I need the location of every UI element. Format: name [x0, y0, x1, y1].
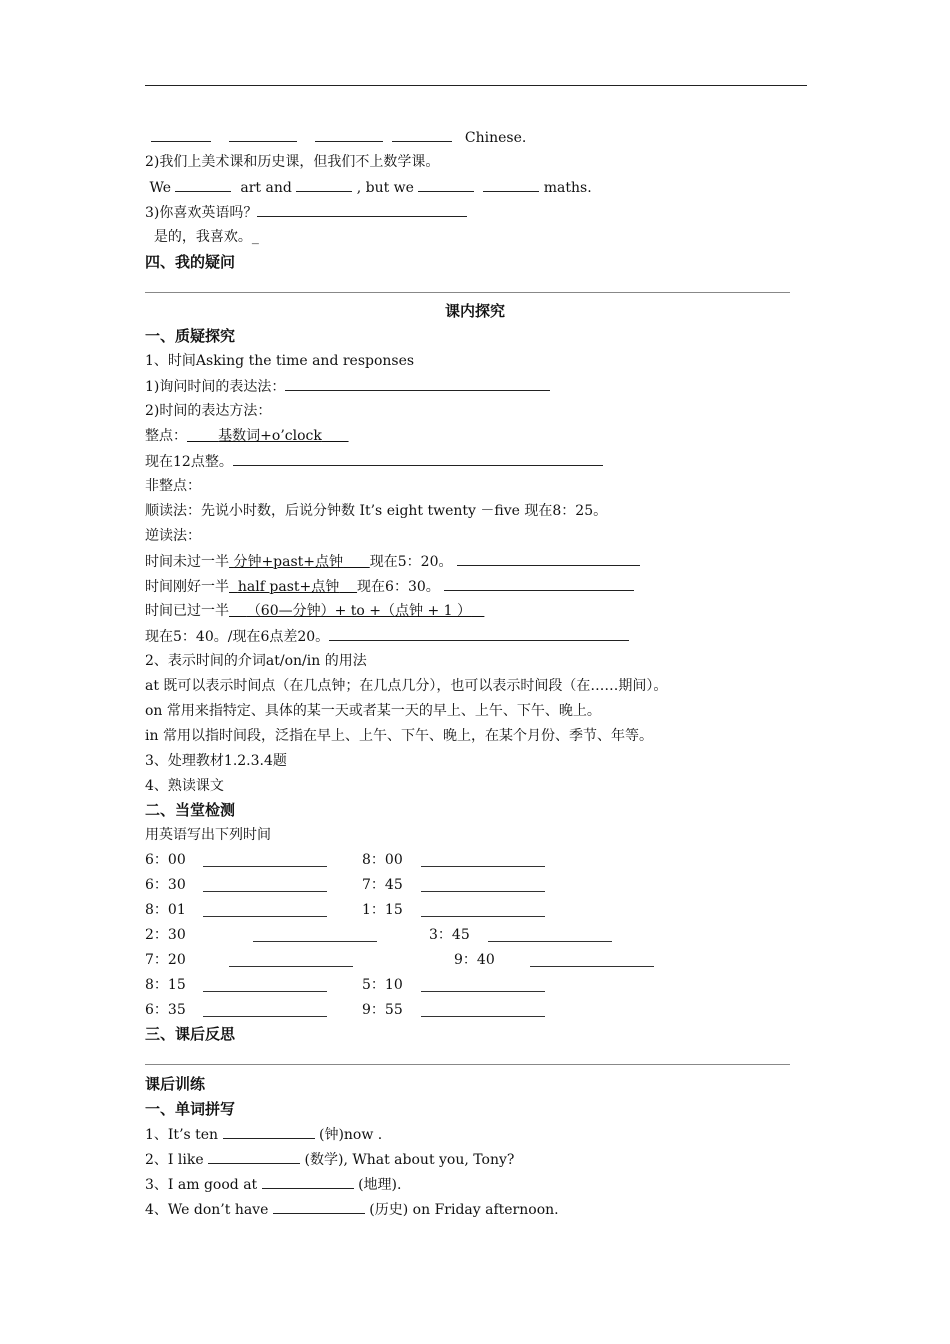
inclass-l9: 时间未过一半 分钟+past+点钟 现在5：20。 — [145, 551, 640, 572]
time-label: 7：45 — [362, 877, 403, 893]
inclass-l2: 1)询问时间的表达法： — [145, 376, 550, 397]
time-label: 8：15 — [145, 977, 186, 993]
inclass-l4: 整点： 基数词+o’clock — [145, 428, 322, 444]
time-label: 2：30 — [145, 927, 186, 943]
inclass-l11: 时间已过一半 （60—分钟）+ to +（点钟 + 1 ） — [145, 603, 472, 619]
time-label: 1：15 — [362, 902, 403, 918]
inclass-l6: 非整点： — [145, 478, 201, 494]
time-label: 8：01 — [145, 902, 186, 918]
q3-answer: 是的，我喜欢。_ — [153, 229, 259, 245]
inclass-l12: 现在5：40。/现在6点差20。 — [145, 626, 629, 647]
inclass-l7: 顺读法：先说小时数，后说分钟数 It’s eight twenty －five 现在8：25。 — [145, 503, 608, 519]
time-label: 6：30 — [145, 877, 186, 893]
q3-cn: 3)你喜欢英语吗？ — [145, 202, 467, 223]
time-label: 8：00 — [362, 852, 403, 868]
after-q3: 3、I am good at (地理). — [145, 1174, 401, 1195]
time-label: 9：40 — [454, 952, 495, 968]
time-label: 6：35 — [145, 1002, 186, 1018]
after-q2: 2、I like (数学), What about you, Tony? — [145, 1149, 514, 1170]
answer-blank[interactable] — [421, 991, 545, 992]
s2-title: 二、当堂检测 — [145, 801, 236, 819]
time-label: 9：55 — [362, 1002, 403, 1018]
s1-title: 一、质疑探究 — [145, 327, 236, 345]
inclass-l16: in 常用以指时间段，泛指在早上、上午、下午、晚上，在某个月份、季节、年等。 — [145, 728, 653, 744]
q2-cn: 2)我们上美术课和历史课，但我们不上数学课。 — [145, 154, 440, 170]
inclass-l18: 4、熟读课文 — [145, 778, 224, 794]
inclass-l5: 现在12点整。 — [145, 451, 603, 472]
answer-blank[interactable] — [203, 991, 327, 992]
answer-blank[interactable] — [203, 891, 327, 892]
answer-blank[interactable] — [421, 866, 545, 867]
inclass-l8: 逆读法： — [145, 528, 201, 544]
after-q1: 1、It’s ten (钟)now . — [145, 1124, 382, 1145]
answer-blank[interactable] — [203, 1016, 327, 1017]
s3-title: 三、课后反思 — [145, 1025, 236, 1043]
answer-blank[interactable] — [253, 941, 377, 942]
inclass-l15: on 常用来指特定、具体的某一天或者某一天的早上、上午、下午、晚上。 — [145, 703, 601, 719]
time-label: 6：00 — [145, 852, 186, 868]
inclass-l13: 2、表示时间的介词at/on/in 的用法 — [145, 653, 367, 669]
inclass-l1: 1、时间Asking the time and responses — [145, 353, 415, 369]
answer-blank[interactable] — [421, 1016, 545, 1017]
answer-blank[interactable] — [530, 966, 654, 967]
header-rule — [145, 85, 807, 86]
answer-blank[interactable] — [421, 891, 545, 892]
after-title: 课后训练 — [145, 1075, 206, 1093]
inclass-title: 课内探究 — [444, 302, 505, 320]
after-q4: 4、We don’t have (历史) on Friday afternoon. — [145, 1199, 559, 1220]
after-s1-title: 一、单词拼写 — [145, 1100, 236, 1118]
time-label: 7：20 — [145, 952, 186, 968]
answer-blank[interactable] — [203, 916, 327, 917]
s2-prompt: 用英语写出下列时间 — [145, 827, 271, 843]
inclass-l14: at 既可以表示时间点（在几点钟；在几点几分），也可以表示时间段（在……期间）。 — [145, 678, 668, 694]
answer-blank[interactable] — [229, 966, 353, 967]
inclass-l17: 3、处理教材1.2.3.4题 — [145, 753, 287, 769]
section-4-title: 四、我的疑问 — [145, 253, 236, 271]
time-label: 5：10 — [362, 977, 403, 993]
q1-line: Chinese. — [145, 127, 526, 148]
answer-blank[interactable] — [421, 916, 545, 917]
divider — [145, 292, 790, 293]
divider — [145, 1064, 790, 1065]
q2-en: We art and , but we maths. — [145, 177, 592, 198]
inclass-l10: 时间刚好一半 half past+点钟 现在6：30。 — [145, 576, 634, 597]
time-label: 3：45 — [429, 927, 470, 943]
inclass-l3: 2)时间的表达方法： — [145, 403, 272, 419]
answer-blank[interactable] — [203, 866, 327, 867]
answer-blank[interactable] — [488, 941, 612, 942]
